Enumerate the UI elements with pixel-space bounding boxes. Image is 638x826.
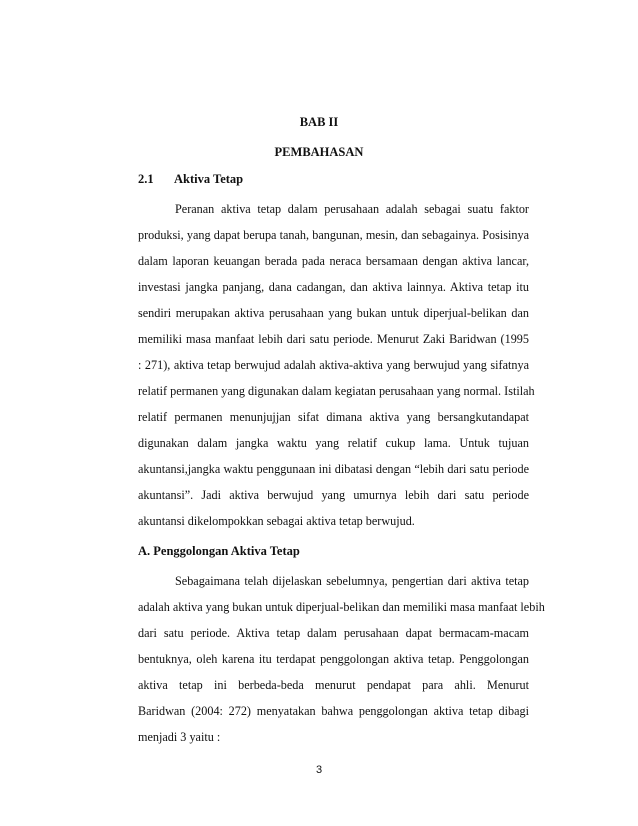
paragraph2-line: aktiva tetap ini berbeda-beda menurut pendapat para ahli. Menurut bbox=[138, 678, 529, 692]
paragraph2-line: bentuknya, oleh karena itu terdapat penggolongan aktiva tetap. Penggolongan bbox=[138, 652, 529, 666]
paragraph2-line: Sebagaimana telah dijelaskan sebelumnya, pengertian dari aktiva tetap bbox=[175, 574, 529, 588]
subheading: A. Penggolongan Aktiva Tetap bbox=[138, 544, 300, 558]
section-heading bbox=[138, 172, 243, 187]
paragraph1-line: investasi jangka panjang, dana cadangan, dan aktiva lainnya. Aktiva tetap itu bbox=[138, 280, 529, 294]
paragraph1-line: akuntansi”. Jadi aktiva berwujud yang umurnya lebih dari satu periode bbox=[138, 488, 529, 502]
paragraph1-line: relatif permanen menunjujjan sifat dimana aktiva yang bersangkutandapat bbox=[138, 410, 529, 424]
paragraph1-line: sendiri merupakan aktiva perusahaan yang bukan untuk diperjual-belikan dan bbox=[138, 306, 529, 320]
paragraph1-line: digunakan dalam jangka waktu yang relatif cukup lama. Untuk tujuan bbox=[138, 436, 529, 450]
paragraph2-line: menjadi 3 yaitu : bbox=[138, 730, 221, 744]
section-number: 2.1 bbox=[138, 172, 154, 186]
paragraph2-line: adalah aktiva yang bukan untuk diperjual-belikan dan memiliki masa manfaat lebih bbox=[138, 600, 545, 614]
paragraph2-line: dari satu periode. Aktiva tetap dalam perusahaan dapat bermacam-macam bbox=[138, 626, 529, 640]
paragraph1-line: akuntansi,jangka waktu penggunaan ini dibatasi dengan “lebih dari satu periode bbox=[138, 462, 529, 476]
paragraph1-line: akuntansi dikelompokkan sebagai aktiva tetap berwujud. bbox=[138, 514, 415, 528]
paragraph2-line: Baridwan (2004: 272) menyatakan bahwa penggolongan aktiva tetap dibagi bbox=[138, 704, 529, 718]
paragraph1-line: : 271), aktiva tetap berwujud adalah aktiva-aktiva yang berwujud yang sifatnya bbox=[138, 358, 529, 372]
paragraph1-line: relatif permanen yang digunakan dalam kegiatan perusahaan yang normal. Istilah bbox=[138, 384, 535, 398]
paragraph1-line: Peranan aktiva tetap dalam perusahaan adalah sebagai suatu faktor bbox=[175, 202, 529, 216]
paragraph1-line: produksi, yang dapat berupa tanah, bangunan, mesin, dan sebagainya. Posisinya bbox=[138, 228, 529, 242]
page-number: 3 bbox=[315, 764, 323, 776]
section-title: Aktiva Tetap bbox=[174, 172, 244, 186]
chapter-label: BAB II bbox=[299, 115, 339, 129]
paragraph1-line: memiliki masa manfaat lebih dari satu periode. Menurut Zaki Baridwan (1995 bbox=[138, 332, 529, 346]
paragraph1-line: dalam laporan keuangan berada pada neraca bersamaan dengan aktiva lancar, bbox=[138, 254, 529, 268]
chapter-title: PEMBAHASAN bbox=[274, 145, 364, 159]
